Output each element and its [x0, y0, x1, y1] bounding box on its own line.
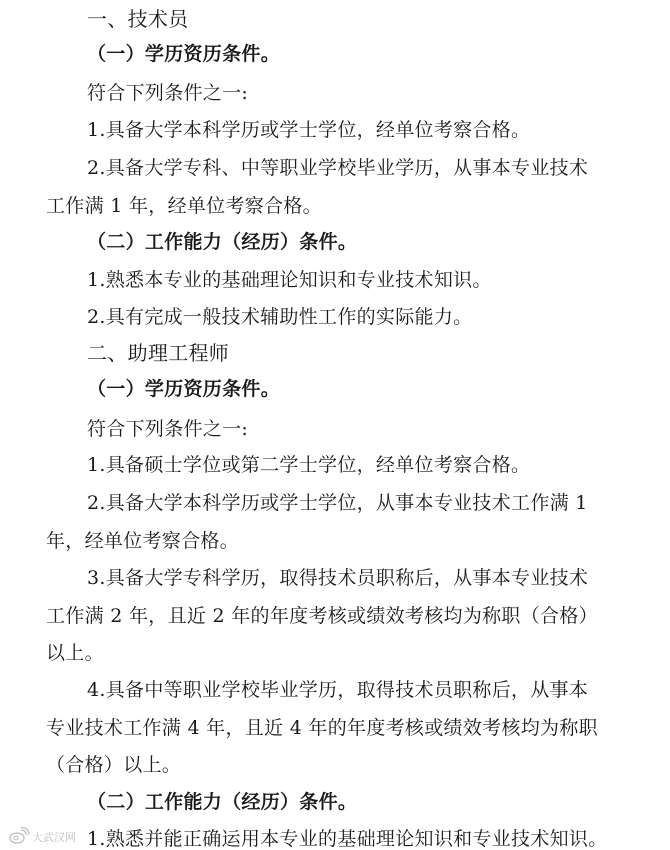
section-2-item-2-line-2: 年，经单位考察合格。: [46, 530, 240, 552]
section-2-title: 二、助理工程师: [87, 341, 230, 365]
section-1-subheading-ability: （二）工作能力（经历）条件。: [87, 231, 358, 253]
section-2-item-4-line-3: （合格）以上。: [46, 754, 182, 776]
section-1-subheading-qualifications: （一）学历资历条件。: [87, 43, 281, 65]
section-2-item-3-line-2: 工作满 2 年，且近 2 年的年度考核或绩效考核均为称职（合格）: [46, 605, 598, 627]
section-2-item-3-line-3: 以上。: [46, 642, 104, 664]
section-1-item-2-line-1: 2.具备大学专科、中等职业学校毕业学历，从事本专业技术: [87, 157, 589, 179]
section-2-subheading-qualifications: （一）学历资历条件。: [87, 378, 281, 400]
section-2-item-1: 1.具备硕士学位或第二学士学位，经单位考察合格。: [87, 454, 531, 476]
watermark: [8, 826, 92, 846]
section-1-intro: 符合下列条件之一:: [87, 82, 249, 104]
weibo-logo-icon: [8, 826, 92, 846]
section-2-item-4-line-2: 专业技术工作满 4 年，且近 4 年的年度考核或绩效考核均为称职: [46, 717, 598, 739]
section-1-title: 一、技术员: [87, 7, 189, 31]
section-2-item-3-line-1: 3.具备大学专科学历，取得技术员职称后，从事本专业技术: [87, 567, 589, 589]
watermark-text: 大武汉网: [32, 831, 76, 844]
section-1-item-2-line-2: 工作满 1 年，经单位考察合格。: [46, 195, 322, 217]
section-1-item-1: 1.具备大学本科学历或学士学位，经单位考察合格。: [87, 119, 531, 141]
section-2-intro: 符合下列条件之一:: [87, 418, 249, 440]
section-2-ability-1: 1.熟悉并能正确运用本专业的基础理论知识和专业技术知识。: [87, 828, 608, 850]
section-2-item-4-line-1: 4.具备中等职业学校毕业学历，取得技术员职称后，从事本: [87, 679, 589, 701]
section-1-ability-2: 2.具有完成一般技术辅助性工作的实际能力。: [87, 306, 473, 328]
section-1-ability-1: 1.熟悉本专业的基础理论知识和专业技术知识。: [87, 269, 492, 291]
section-2-item-2-line-1: 2.具备大学本科学历或学士学位，从事本专业技术工作满 1: [87, 492, 588, 514]
section-2-subheading-ability: （二）工作能力（经历）条件。: [87, 791, 358, 813]
